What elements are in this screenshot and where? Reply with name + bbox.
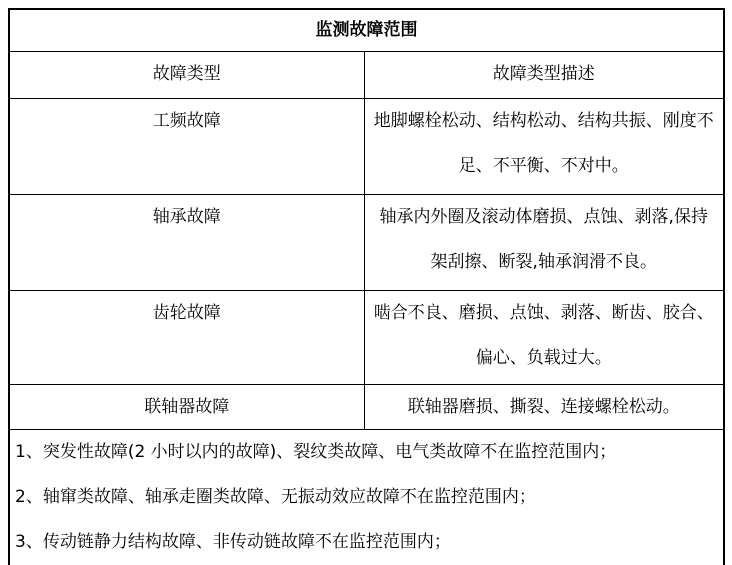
column-header-fault-description: 故障类型描述 <box>364 52 724 99</box>
table-row-coupling-fault <box>9 385 724 430</box>
fault-description-cell: 地脚螺栓松动、结构松动、结构共振、刚度不足、不平衡、不对中。 <box>364 99 724 195</box>
fault-type-cell: 工频故障 <box>9 99 364 195</box>
fault-type-cell: 齿轮故障 <box>9 291 364 385</box>
table-title: 监测故障范围 <box>9 9 724 52</box>
fault-description-cell: 啮合不良、磨损、点蚀、剥落、断齿、胶合、偏心、负载过大。 <box>364 291 724 385</box>
table-notes-row <box>9 430 724 565</box>
table-row-bearing-fault <box>9 195 724 291</box>
column-header-fault-type: 故障类型 <box>9 52 364 99</box>
note-line-1: 1、突发性故障(2 小时以内的故障)、裂纹类故障、电气类故障不在监控范围内； <box>15 442 617 462</box>
fault-monitoring-table <box>8 8 725 565</box>
fault-description-cell: 联轴器磨损、撕裂、连接螺栓松动。 <box>364 385 724 430</box>
fault-type-cell: 轴承故障 <box>9 195 364 291</box>
table-title-row <box>9 9 724 52</box>
table-row-gear-fault <box>9 291 724 385</box>
note-line-3: 3、传动链静力结构故障、非传动链故障不在监控范围内； <box>15 532 451 552</box>
notes-cell <box>9 430 724 565</box>
fault-type-cell: 联轴器故障 <box>9 385 364 430</box>
note-line-2: 2、轴窜类故障、轴承走圈类故障、无振动效应故障不在监控范围内； <box>15 487 536 507</box>
table-row-power-frequency-fault <box>9 99 724 195</box>
fault-description-cell: 轴承内外圈及滚动体磨损、点蚀、剥落,保持架刮擦、断裂,轴承润滑不良。 <box>364 195 724 291</box>
table-header-row <box>9 52 724 99</box>
